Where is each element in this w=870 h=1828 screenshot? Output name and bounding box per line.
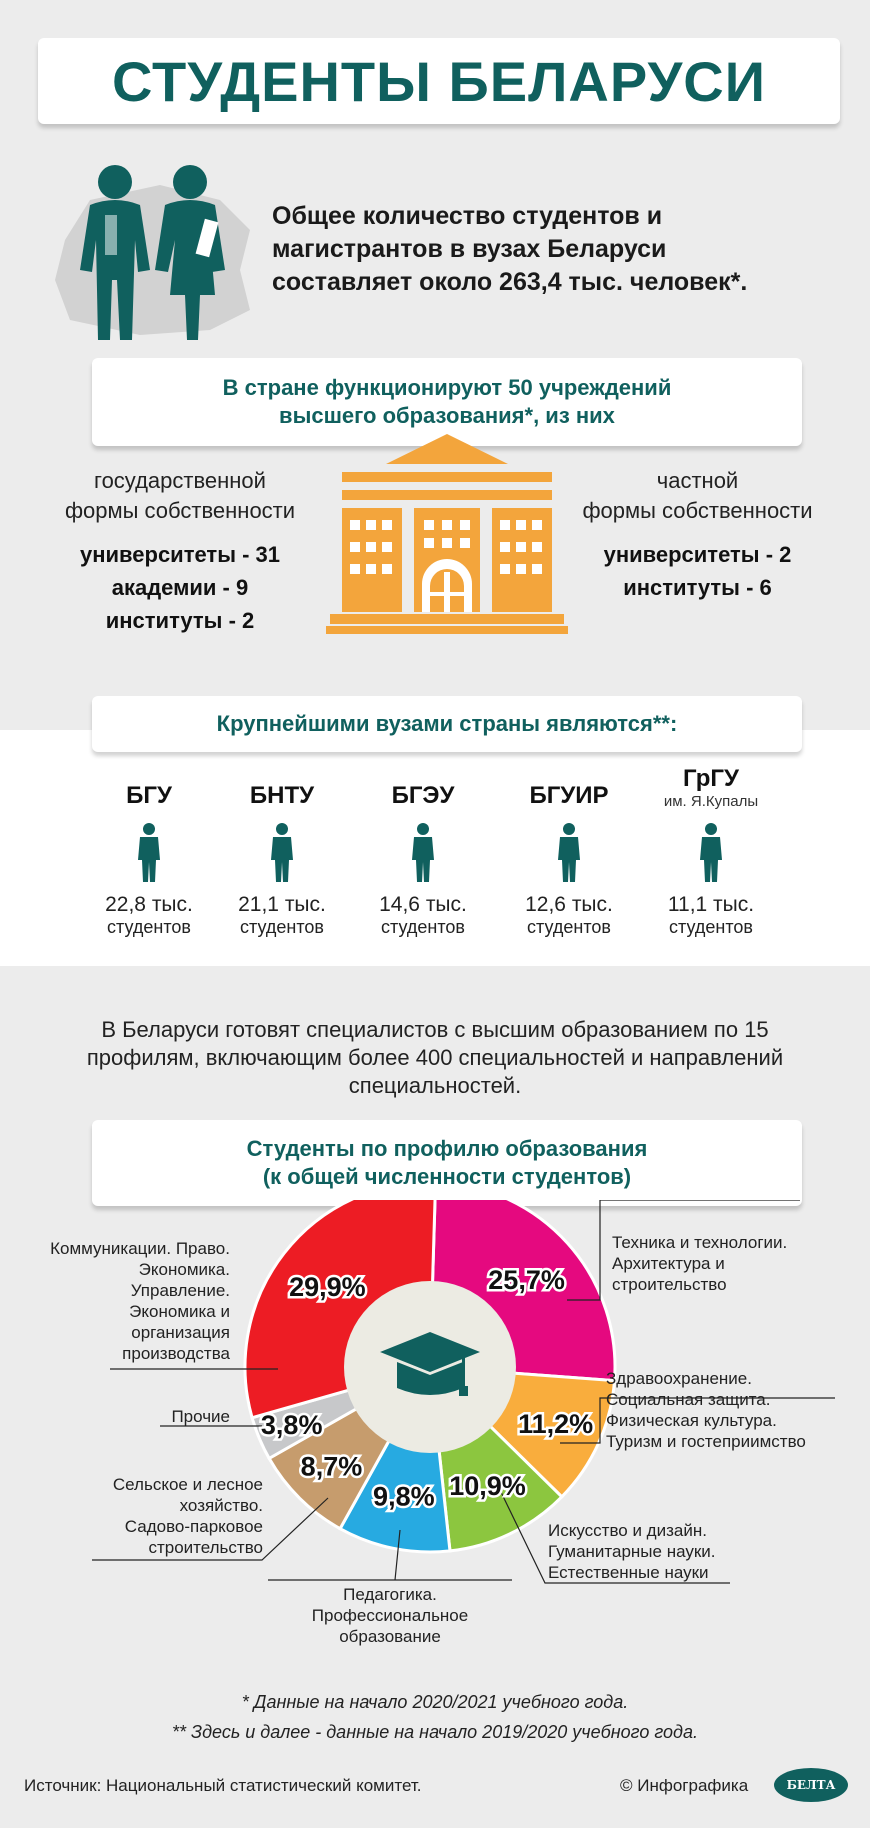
university-unit: студентов [381, 917, 465, 937]
chart-heading-card [92, 1120, 802, 1206]
state-institutions [40, 466, 320, 637]
university-item [348, 766, 498, 938]
slice-percent-label: 10,9% [449, 1470, 526, 1501]
university-building-icon [326, 434, 568, 636]
state-label: государственной [94, 468, 266, 493]
segment-label-line: Здравоохранение. [606, 1369, 752, 1388]
slice-percent-label: 9,8% [373, 1481, 435, 1512]
segment-label-line: Экономика и [129, 1302, 230, 1321]
segment-label-line: Архитектура и [612, 1254, 725, 1273]
university-item [636, 766, 786, 938]
slice-percent-label: 25,7% [488, 1264, 565, 1295]
student-icon [698, 822, 724, 884]
university-unit: студентов [107, 917, 191, 937]
university-item [74, 766, 224, 938]
belta-logo[interactable] [774, 1768, 848, 1802]
segment-label [612, 1232, 852, 1295]
segment-label-line: Техника и технологии. [612, 1233, 788, 1252]
segment-label-line: Коммуникации. Право. [50, 1239, 230, 1258]
largest-heading-card [92, 696, 802, 752]
segment-label-line: строительство [148, 1538, 263, 1557]
footnote-1: * Данные на начало 2020/2021 учебного года. [241, 1692, 629, 1712]
university-unit: студентов [527, 917, 611, 937]
university-item [207, 766, 357, 938]
private-label: частной [656, 468, 739, 493]
segment-label-line: строительство [612, 1275, 727, 1294]
slice-percent-label: 3,8% [260, 1410, 323, 1441]
segment-label [606, 1368, 861, 1452]
title-card [38, 38, 840, 124]
intro-line: составляет около 263,4 тыс. человек*. [272, 268, 748, 296]
institutions-heading: высшего образования*, из них [279, 403, 615, 428]
university-value: 22,8 тыс. [105, 893, 193, 916]
segment-label [548, 1520, 758, 1583]
institutions-heading: В стране функционируют 50 учреждений [222, 375, 672, 400]
university-unit: студентов [240, 917, 324, 937]
institutions-heading-card [92, 358, 802, 446]
private-label: формы собственности [582, 498, 813, 523]
segment-label [20, 1238, 230, 1364]
university-unit: студентов [669, 917, 753, 937]
slice-percent-label: 11,2% [518, 1409, 594, 1440]
segment-label-line: Искусство и дизайн. [548, 1521, 707, 1540]
university-name: БГУИР [529, 782, 609, 809]
student-icon [410, 822, 436, 884]
university-value: 11,1 тыс. [667, 893, 755, 916]
segment-label-line: Прочие [171, 1407, 230, 1426]
segment-label-line: Управление. [130, 1281, 230, 1300]
university-value: 14,6 тыс. [379, 893, 467, 916]
intro-line: магистрантов в вузах Беларуси [272, 235, 667, 263]
segment-label-line: Профессиональное [311, 1606, 469, 1625]
paragraph-line: специальностей. [348, 1073, 522, 1098]
segment-label-line: Сельское и лесное [112, 1475, 263, 1494]
state-item: академии - 9 [111, 575, 249, 600]
segment-label-line: Социальная защита. [606, 1390, 771, 1409]
logo-text: БЕЛТА [786, 1778, 836, 1792]
segment-label [60, 1474, 263, 1558]
segment-label-line: Педагогика. [343, 1585, 437, 1604]
segment-label-line: производства [122, 1344, 230, 1363]
segment-label-line: Садово-парковое [124, 1517, 263, 1536]
segment-label-line: образование [339, 1627, 441, 1646]
page-title: СТУДЕНТЫ БЕЛАРУСИ [112, 49, 766, 113]
university-value: 21,1 тыс. [238, 893, 326, 916]
largest-heading: Крупнейшими вузами страны являются**: [216, 711, 678, 736]
paragraph-line: профилям, включающим более 400 специальностей и направлений [86, 1045, 784, 1070]
segment-label-line: Туризм и гостеприимство [606, 1432, 806, 1451]
university-name: БГУ [126, 782, 172, 809]
segment-label-line: Физическая культура. [606, 1411, 777, 1430]
private-item: институты - 6 [623, 575, 772, 600]
state-label: формы собственности [64, 498, 296, 523]
chart-heading: Студенты по профилю образования [246, 1136, 648, 1161]
paragraph-line: В Беларуси готовят специалистов с высшим образованием по 15 [101, 1017, 769, 1042]
university-item [494, 766, 644, 938]
segment-label-line: хозяйство. [179, 1496, 263, 1515]
profiles-paragraph [40, 1016, 830, 1100]
footnote-2: ** Здесь и далее - данные на начало 2019/2020 учебного года. [172, 1722, 698, 1742]
university-subtitle: им. Я.Купалы [663, 793, 759, 810]
segment-label [120, 1406, 230, 1427]
segment-label-line: Экономика. [138, 1260, 230, 1279]
student-icon [136, 822, 162, 884]
university-value: 12,6 тыс. [525, 893, 613, 916]
student-icon [556, 822, 582, 884]
slice-percent-label: 29,9% [289, 1272, 366, 1303]
segment-label-line: организация [131, 1323, 230, 1342]
private-institutions [560, 466, 835, 604]
state-item: институты - 2 [105, 608, 255, 633]
source-text: Источник: Национальный статистический комитет. [24, 1776, 422, 1795]
university-name: ГрГУ [683, 765, 739, 792]
chart-heading: (к общей численности студентов) [262, 1164, 632, 1189]
private-item: университеты - 2 [603, 542, 792, 567]
state-item: университеты - 31 [79, 542, 281, 567]
universities-row [74, 766, 796, 946]
students-illustration-icon [50, 160, 250, 350]
university-name: БГЭУ [391, 782, 455, 809]
copyright-text: © Инфографика [620, 1776, 749, 1795]
segment-label-line: Естественные науки [548, 1563, 709, 1582]
segment-label-line: Гуманитарные науки. [548, 1542, 716, 1561]
slice-percent-label: 8,7% [300, 1451, 363, 1482]
intro-line: Общее количество студентов и [272, 202, 663, 230]
intro-text [272, 200, 842, 299]
university-name: БНТУ [249, 782, 315, 809]
student-icon [269, 822, 295, 884]
segment-label [290, 1584, 490, 1647]
